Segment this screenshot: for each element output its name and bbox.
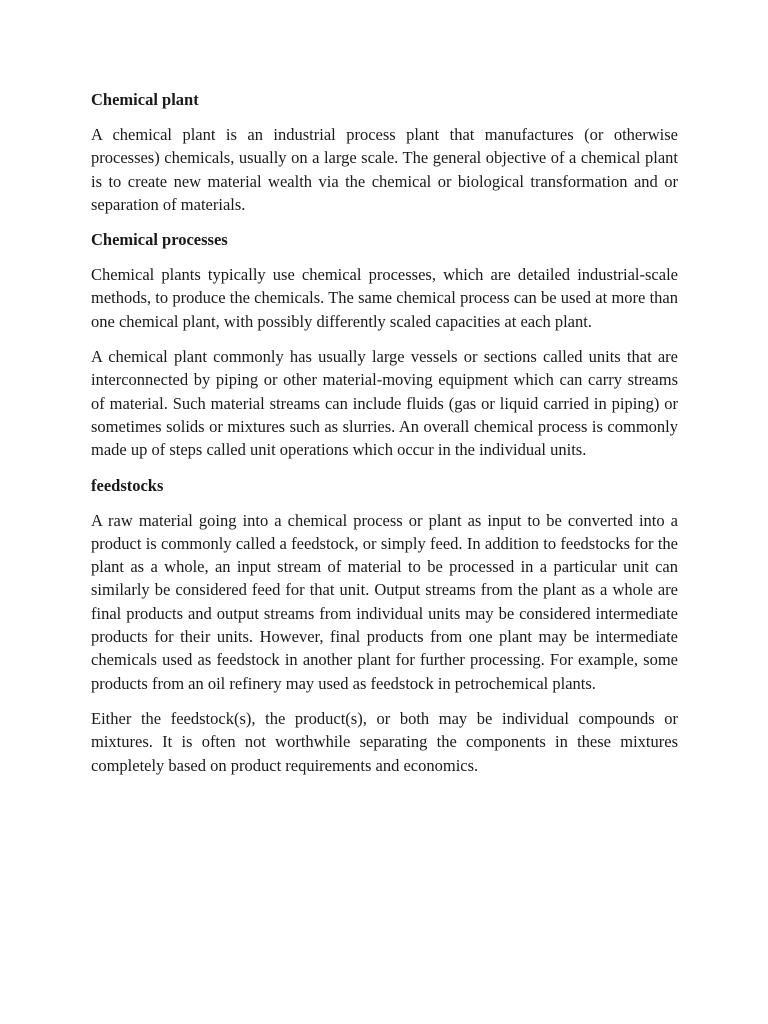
paragraph-chemical-processes: Chemical plants typically use chemical processes, which are detailed industrial-scale methods, to produce the chemicals. The same chemical process can be used at more than one chemical plant, with possibly differently scaled capacities at each plant. [91,265,678,331]
section-heading-chemical-processes: Chemical processes [91,230,228,250]
paragraph-chemical-plant-definition: A chemical plant is an industrial process plant that manufactures (or otherwise processes) chemicals, usually on a large scale. The general objective of a chemical plant is to create new material wealth via the chemical or biological transformation and or separation of materials. [91,125,678,214]
section-heading-chemical-plant: Chemical plant [91,90,199,109]
section-heading-feedstocks: feedstocks [91,475,164,495]
paragraph-feedstocks-mixtures: Either the feedstock(s), the product(s), or both may be individual compounds or mixtures. It is often not worthwhile separating the components in these mixtures completely based on product requirements and economics. [91,708,678,775]
document-page [91,88,678,789]
paragraph-feedstocks-definition: A raw material going into a chemical process or plant as input to be converted into a product is commonly called a feedstock, or simply feed. In addition to feedstocks for the plant as a whole, an input stream of material to be processed in a particular unit can similarly be considered feed for that unit. Output streams from the plant as a whole are final products and output streams from individual units may be considered intermediate products for their units. However, final products from one plant may be intermediate chemicals used as feedstock in another plant for further processing. For example, some products from an oil refinery may used as feedstock in petrochemical plants. [91,510,678,693]
paragraph-plant-units: A chemical plant commonly has usually large vessels or sections called units that are interconnected by piping or other material-moving equipment which can carry streams of material. Such material streams can include fluids (gas or liquid carried in piping) or sometimes solids or mixtures such as slurries. An overall chemical process is commonly made up of steps called unit operations which occur in the individual units. [91,347,678,460]
